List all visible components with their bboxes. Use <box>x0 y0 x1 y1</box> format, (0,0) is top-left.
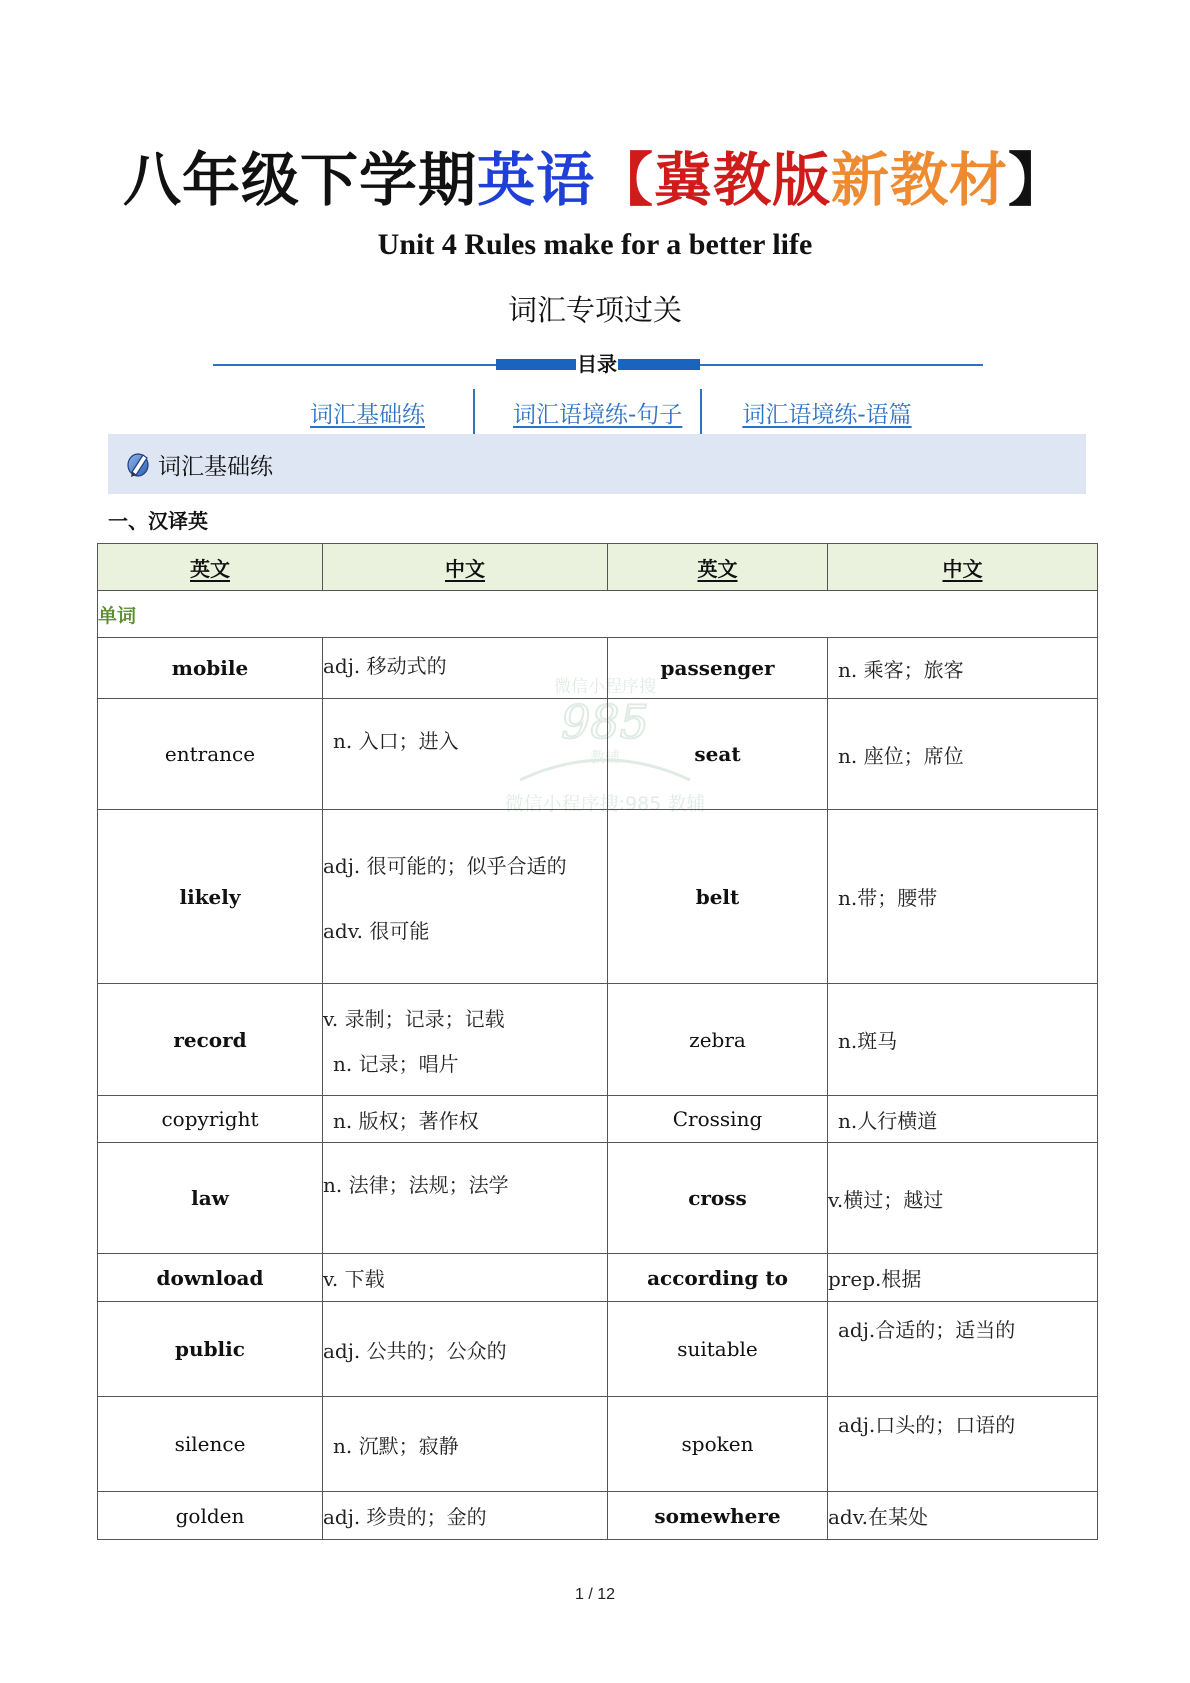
toc-bar-right <box>618 359 700 370</box>
svg-text:教辅: 教辅 <box>589 748 621 766</box>
word-english: record <box>98 984 323 1096</box>
toc-separator <box>473 389 475 435</box>
table-row <box>98 638 1098 699</box>
word-chinese: adj.合适的；适当的 <box>828 1302 1098 1397</box>
word-english: law <box>98 1143 323 1254</box>
word-english: mobile <box>98 638 323 699</box>
toc-label: 目录 <box>577 352 617 376</box>
word-english: somewhere <box>608 1492 828 1540</box>
vocab-table <box>97 543 1098 1540</box>
word-english: silence <box>98 1397 323 1492</box>
title-part-subject: 英语 <box>476 146 595 214</box>
table-row <box>98 1254 1098 1302</box>
word-chinese: n. 法律；法规；法学 <box>323 1143 608 1254</box>
word-chinese: adj. 珍贵的；金的 <box>323 1492 608 1540</box>
word-english: likely <box>98 810 323 984</box>
table-row <box>98 984 1098 1096</box>
word-chinese: adj. 很可能的；似乎合适的 adv. 很可能 <box>323 810 608 984</box>
word-english: golden <box>98 1492 323 1540</box>
category-row <box>98 591 1098 638</box>
word-chinese: v.横过；越过 <box>828 1143 1098 1254</box>
word-chinese: n.人行横道 <box>828 1096 1098 1143</box>
word-chinese: v. 录制；记录；记载 n. 记录；唱片 <box>323 984 608 1096</box>
word-english: passenger <box>608 638 828 699</box>
header-chinese: 中文 <box>323 544 608 591</box>
word-chinese: n.带；腰带 <box>828 810 1098 984</box>
word-chinese: n. 版权；著作权 <box>323 1096 608 1143</box>
section-banner <box>108 434 1086 494</box>
header-chinese: 中文 <box>828 544 1098 591</box>
title-part-edition: 【冀教版 <box>594 146 831 214</box>
unit-subtitle: Unit 4 Rules make for a better life <box>377 228 813 261</box>
header-english: 英文 <box>98 544 323 591</box>
word-chinese: adj. 移动式的 <box>323 638 608 699</box>
header-english: 英文 <box>608 544 828 591</box>
category-label: 单词 <box>98 591 1098 638</box>
word-chinese: n. 沉默；寂静 <box>323 1397 608 1492</box>
word-english: seat <box>608 699 828 810</box>
word-chinese: v. 下载 <box>323 1254 608 1302</box>
word-chinese: prep.根据 <box>828 1254 1098 1302</box>
word-english: spoken <box>608 1397 828 1492</box>
table-header-row <box>98 544 1098 591</box>
table-row <box>98 810 1098 984</box>
word-english: download <box>98 1254 323 1302</box>
word-chinese: adj.口头的；口语的 <box>828 1397 1098 1492</box>
toc-bar-left <box>496 359 576 370</box>
document-title <box>0 143 1190 217</box>
word-chinese: adj. 公共的；公众的 <box>323 1302 608 1397</box>
word-english: entrance <box>98 699 323 810</box>
word-chinese: n. 座位；席位 <box>828 699 1098 810</box>
page-number: 1 / 12 <box>574 1586 616 1603</box>
word-english: copyright <box>98 1096 323 1143</box>
table-row <box>98 1096 1098 1143</box>
table-row <box>98 699 1098 810</box>
table-row <box>98 1397 1098 1492</box>
word-english: belt <box>608 810 828 984</box>
word-english: public <box>98 1302 323 1397</box>
table-row <box>98 1143 1098 1254</box>
banner-title: 词汇基础练 <box>158 453 273 480</box>
title-part-grade: 八年级下学期 <box>122 146 477 214</box>
toc-links <box>270 388 970 436</box>
toc-link-sentence[interactable]: 词汇语境练-句子 <box>513 401 683 428</box>
toc-link-passage[interactable]: 词汇语境练-语篇 <box>742 401 912 428</box>
title-part-bracket: 】 <box>1008 146 1068 214</box>
title-part-new-textbook: 新教材 <box>831 146 1009 214</box>
svg-text:985: 985 <box>561 695 649 749</box>
word-english: Crossing <box>608 1096 828 1143</box>
svg-text:微信小程序搜:985 教辅: 微信小程序搜:985 教辅 <box>504 793 706 815</box>
word-chinese: adv.在某处 <box>828 1492 1098 1540</box>
word-english: zebra <box>608 984 828 1096</box>
toc-link-basic[interactable]: 词汇基础练 <box>310 401 425 428</box>
question-title: 一、汉译英 <box>108 509 208 533</box>
table-row <box>98 1302 1098 1397</box>
word-chinese: n. 乘客；旅客 <box>828 638 1098 699</box>
word-english: suitable <box>608 1302 828 1397</box>
svg-text:微信小程序搜: 微信小程序搜 <box>554 677 656 697</box>
word-english: cross <box>608 1143 828 1254</box>
word-english: according to <box>608 1254 828 1302</box>
table-row <box>98 1492 1098 1540</box>
pencil-icon <box>124 450 152 478</box>
toc-separator <box>700 389 702 435</box>
word-chinese: n. 入口；进入 <box>323 699 608 810</box>
word-chinese: n.斑马 <box>828 984 1098 1096</box>
section-title: 词汇专项过关 <box>507 293 682 327</box>
